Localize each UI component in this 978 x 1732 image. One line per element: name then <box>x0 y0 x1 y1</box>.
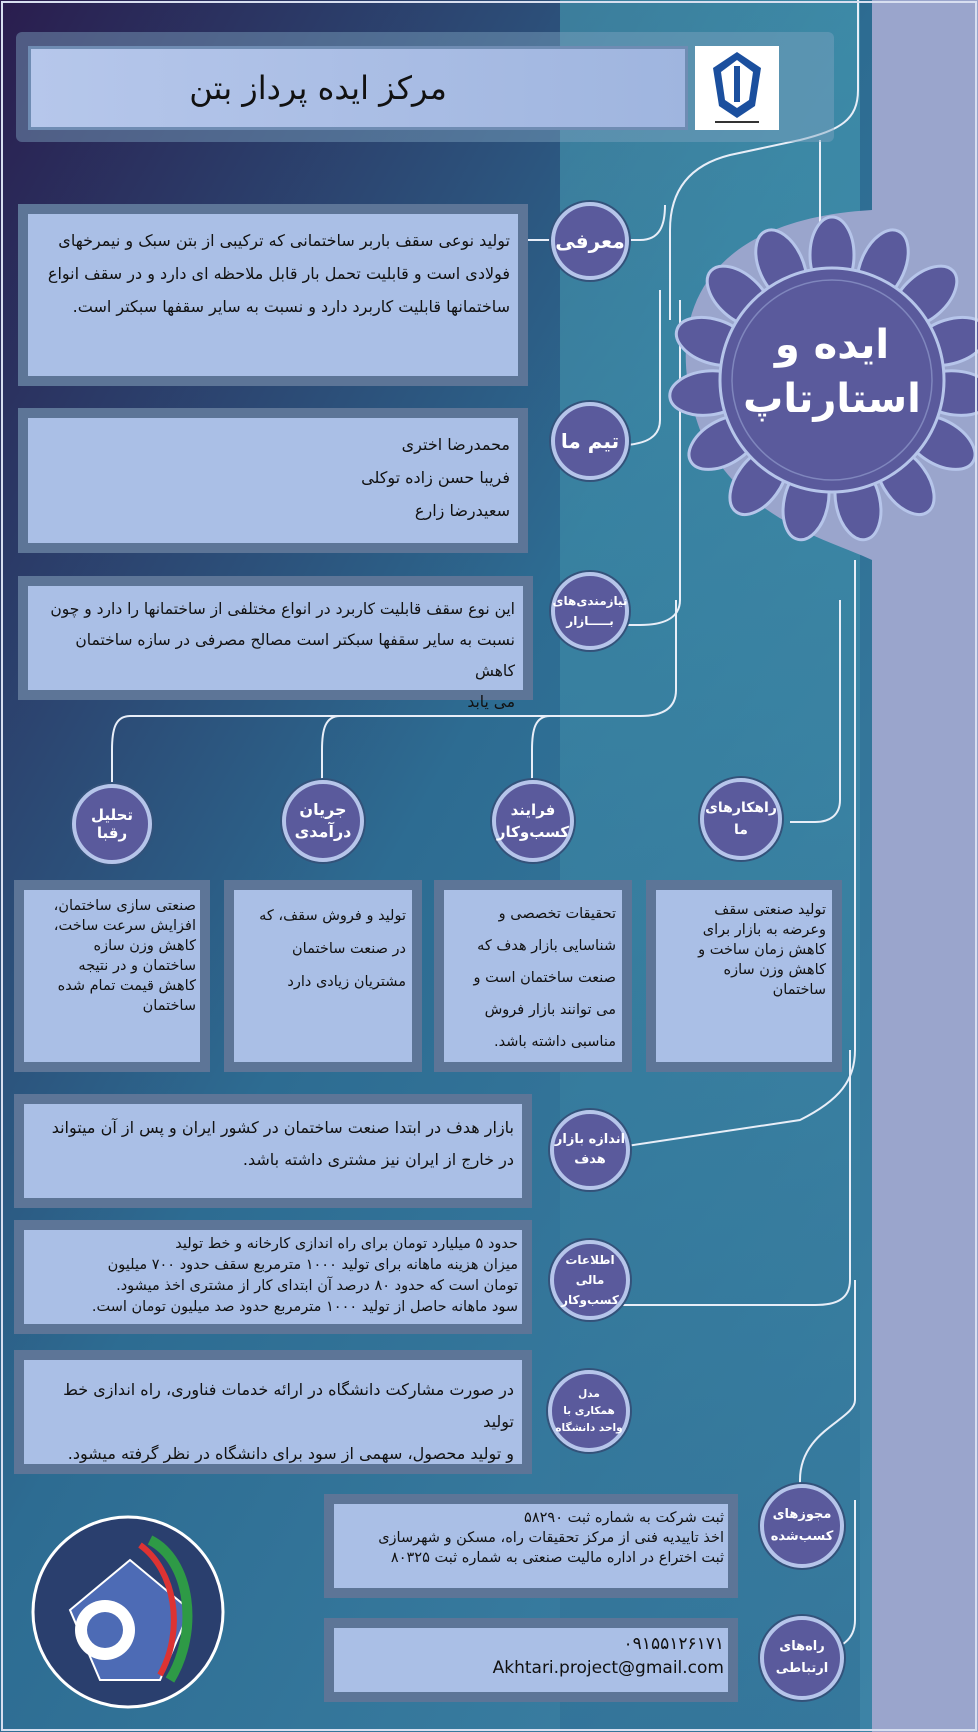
revenue-line: تولید و فروش سقف، که <box>259 908 406 924</box>
team-badge: تیم ما <box>551 402 629 480</box>
market-needs-panel <box>18 576 533 711</box>
cooperation-line: در صورت مشارکت دانشگاه در ارائه خدمات فناوری، راه اندازی خط تولید <box>63 1380 514 1431</box>
market-needs-line: نسبت به سایر سقفها سبکتر است مصالح مصرفی در سازه ساختمان کاهش <box>75 631 515 680</box>
contact-panel <box>324 1618 738 1702</box>
market-needs-line: می یابد <box>467 693 515 711</box>
target-market-line: بازار هدف در ابتدا صنعت ساختمان در کشور ایران و پس از آن میتواند <box>51 1118 514 1137</box>
cooperation-line: و تولید محصول، سهمی از سود برای دانشگاه در نظر گرفته میشود. <box>67 1444 514 1463</box>
intro-badge: معرفی <box>551 202 629 280</box>
target-market-panel <box>14 1094 532 1208</box>
cooperation-badge: مدل همکاری با واحد دانشگاه <box>548 1370 630 1452</box>
financial-panel <box>14 1220 532 1334</box>
team-panel <box>18 408 528 553</box>
intro-line: تولید نوعی سقف باربر ساختمانی که ترکیبی از بتن سبک و نیمرخهای <box>58 231 510 250</box>
revenue-line: مشتریان زیادی دارد <box>287 974 406 990</box>
cooperation-panel <box>14 1350 532 1474</box>
intro-line: ساختمانها قابلیت کاربرد دارد و نسبت به سایر سقفها سبکتر است. <box>72 297 510 316</box>
licenses-line: ثبت اختراع در اداره مالیت صنعتی به شماره ثبت ۸۰۳۲۵ <box>390 1550 724 1566</box>
team-member: سعیدرضا زارع <box>414 501 510 520</box>
emblem-line1: ایده و <box>774 322 890 368</box>
target-market-badge: اندازه بازار هدف <box>550 1110 630 1190</box>
business-process-line: تحقیقات تخصصی و <box>498 906 616 922</box>
financial-badge: اطلاعات مالی کسب‌وکار <box>550 1240 630 1320</box>
business-process-line: صنعت ساختمان است و <box>473 970 616 986</box>
solutions-line: وعرضه به بازار برای <box>702 922 826 938</box>
financial-line: میزان هزینه ماهانه برای تولید ۱۰۰۰ مترمربع سقف حدود ۷۰۰ میلیون <box>107 1257 518 1273</box>
solutions-line: کاهش وزن سازه <box>723 962 826 978</box>
competitors-line: کاهش وزن سازه <box>93 938 196 954</box>
revenue-line: در صنعت ساختمان <box>292 941 406 957</box>
competitors-line: صنعتی سازی ساختمان، <box>53 898 196 914</box>
market-needs-badge: نیازمندی‌های بـــــازار <box>551 572 629 650</box>
contact-email[interactable]: Akhtari.project@gmail.com <box>492 1658 724 1678</box>
financial-line: تومان است که حدود ۸۰ درصد آن ابتدای کار از مشتری اخذ میشود. <box>116 1278 518 1294</box>
financial-line: سود ماهانه حاصل از تولید ۱۰۰۰ مترمربع حدود صد میلیون تومان است. <box>91 1299 518 1315</box>
revenue-badge: جریان درآمدی <box>282 780 364 862</box>
licenses-line: اخذ تاییدیه فنی از مرکز تحقیقات راه، مسکن و شهرسازی <box>378 1530 724 1546</box>
solutions-line: تولید صنعتی سقف <box>714 902 826 918</box>
competitors-line: افزایش سرعت ساخت، <box>53 918 196 934</box>
business-process-badge: فرایند کسب‌وکار <box>492 780 574 862</box>
business-process-line: مناسبی داشته باشد. <box>494 1034 616 1050</box>
competitors-line: ساختمان <box>142 998 196 1014</box>
competitors-line: کاهش قیمت تمام شده <box>57 978 196 994</box>
contact-phone: ۰۹۱۵۵۱۲۶۱۷۱ <box>623 1634 724 1654</box>
page-header <box>28 46 688 130</box>
solutions-badge: راهکارهای ما <box>700 778 782 860</box>
financial-line: حدود ۵ میلیارد تومان برای راه اندازی کارخانه و خط تولید <box>175 1236 518 1252</box>
revenue-panel <box>224 880 422 1072</box>
university-logo <box>695 46 779 130</box>
competitors-badge: تحلیل رقبا <box>72 784 152 864</box>
contact-badge: راه‌های ارتباطی <box>760 1616 844 1700</box>
licenses-panel <box>324 1494 738 1598</box>
solutions-line: کاهش زمان ساخت و <box>698 942 826 958</box>
solutions-line: ساختمان <box>772 982 826 998</box>
intro-line: فولادی است و قابلیت تحمل بار قابل ملاحظه ای دارد و در سقف انواع <box>47 264 510 283</box>
competitors-panel <box>14 880 210 1072</box>
target-market-line: در خارج از ایران نیز مشتری داشته باشد. <box>242 1150 514 1169</box>
team-member: محمدرضا اختری <box>401 435 510 454</box>
idea-startup-emblem <box>742 318 922 448</box>
business-process-line: می توانند بازار فروش <box>484 1002 616 1018</box>
market-needs-line: این نوع سقف قابلیت کاربرد در انواع مختلفی از ساختمانها را دارد و چون <box>50 600 515 618</box>
licenses-badge: مجوزهای کسب‌شده <box>760 1484 844 1568</box>
competitors-line: ساختمان و در نتیجه <box>78 958 196 974</box>
licenses-line: ثبت شرکت به شماره ثبت ۵۸۲۹۰ <box>524 1510 724 1526</box>
team-member: فریبا حسن زاده توکلی <box>361 468 510 487</box>
solutions-panel <box>646 880 842 1072</box>
page-title: مرکز ایده پرداز بتن <box>189 69 447 107</box>
business-process-panel <box>434 880 632 1072</box>
emblem-line2: استارتاپ <box>743 376 921 422</box>
intro-panel <box>18 204 528 386</box>
business-process-line: شناسایی بازار هدف که <box>477 938 616 954</box>
